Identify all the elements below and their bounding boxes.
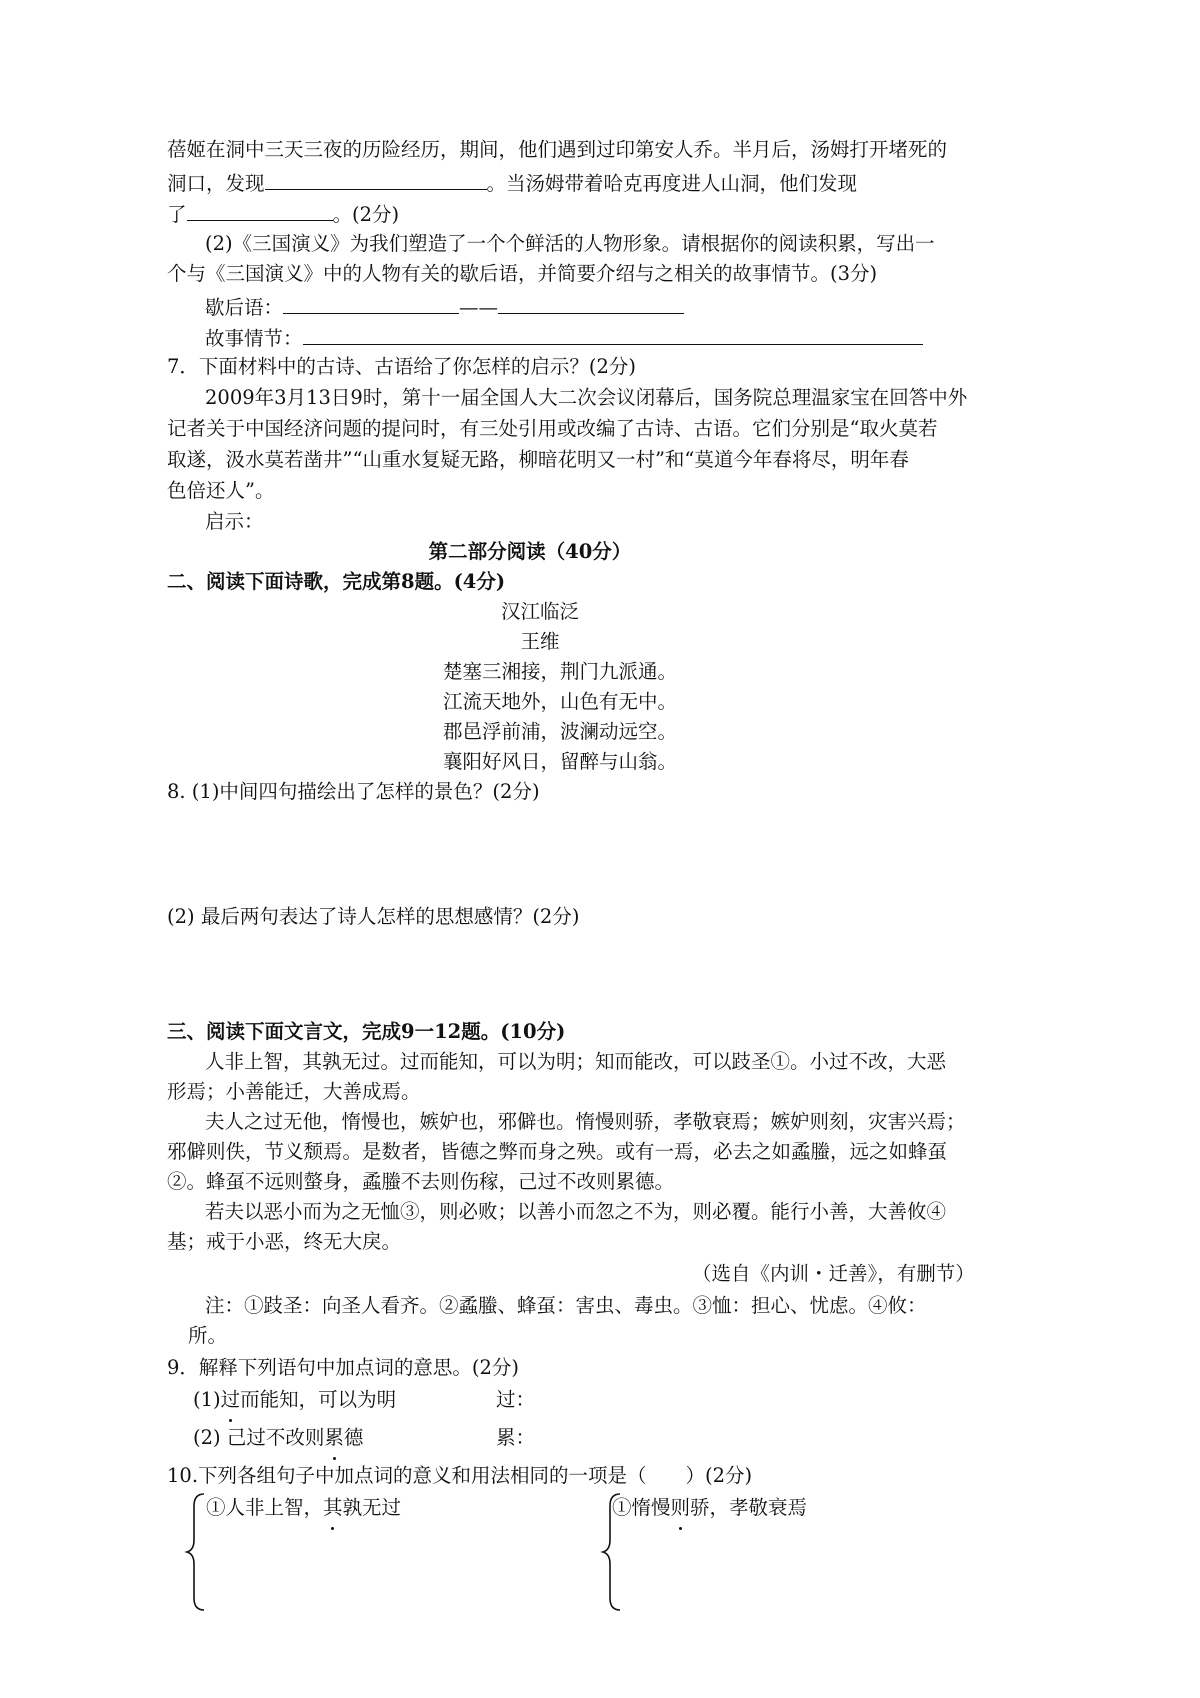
text-line: 夫人之过无他，惰慢也，嫉妒也，邪僻也。惰慢则骄，孝敬衰焉；嫉妒则刻，灾害兴焉； [205,1110,966,1133]
left-brace-icon [184,1492,208,1612]
text-line: ②。蜂虿不远则螫身，蟊螣不去则伤稼，己过不改则累德。 [167,1170,675,1193]
story-label: 故事情节： [205,327,303,350]
text-line [167,167,857,198]
text-line: 形焉；小善能迁，大善成焉。 [167,1080,421,1103]
dotted-word: 过 [221,1386,241,1414]
question-item [193,1386,396,1414]
poem-line: 襄阳好风日，留醉与山翁。 [443,750,678,773]
option-sentence [612,1494,807,1522]
xiehouyu-blank-1[interactable] [283,291,459,314]
xiehouyu-blank-2[interactable] [498,291,684,314]
answer-blank[interactable] [187,198,333,221]
poem-line: 郡邑浮前浦，波澜动远空。 [443,720,678,743]
dotted-word: 则 [671,1494,691,1522]
item-number: (1) [193,1388,221,1411]
xiehouyu-line [205,291,684,322]
source-citation: （选自《内训・迁善》，有删节） [692,1262,975,1285]
text-fragment: 。(2分) [332,203,400,226]
text-line: 蓓姬在洞中三天三夜的历险经历，期间，他们遇到过印第安人乔。半月后，汤姆打开堵死的 [167,138,948,161]
poem-line: 江流天地外，山色有无中。 [443,690,678,713]
answer-label: 过： [496,1388,536,1411]
question-title: 10.下列各组句子中加点词的意义和用法相同的一项是（ ）(2分) [167,1464,753,1487]
poem-title: 汉江临泛 [500,600,579,623]
text-fragment: 了 [167,203,187,226]
section-heading: 三、阅读下面文言文，完成9一12题。(10分) [167,1020,566,1043]
poem-line: 楚塞三湘接，荆门九派通。 [443,660,678,683]
question-title: 7．下面材料中的古诗、古语给了你怎样的启示？(2分) [167,355,637,378]
poem-author: 王维 [520,630,560,653]
answer-label: 累： [496,1426,536,1449]
item-text: (2) 己过不改则 [193,1426,325,1449]
question-text: (2) 最后两句表达了诗人怎样的思想感情？(2分) [167,905,580,928]
text-line: 2009年3月13日9时，第十一届全国人大二次会议闭幕后，国务院总理温家宝在回答中外 [205,386,968,409]
part-heading: 第二部分阅读（40分） [428,540,632,563]
story-line [205,322,923,353]
option-text: ①惰慢 [612,1496,671,1519]
question-title: 9．解释下列语句中加点词的意思。(2分) [167,1356,520,1379]
xiehouyu-label: 歇后语： [205,296,284,319]
text-fragment: 洞口，发现 [167,172,265,195]
text-line: 邪僻则佚，节义颓焉。是数者，皆德之弊而身之殃。或有一焉，必去之如蟊螣，远之如蜂虿 [167,1140,948,1163]
dash: —— [459,296,499,319]
question-text: (2)《三国演义》为我们塑造了一个个鲜活的人物形象。请根据你的阅读积累，写出一 [205,232,935,255]
note-line: 注：①跂圣：向圣人看齐。②蟊螣、蜂虿：害虫、毒虫。③恤：担心、忧虑。④攸： [205,1294,927,1317]
story-blank[interactable] [303,322,923,345]
text-line: 记者关于中国经济问题的提问时，有三处引用或改编了古诗、古语。它们分别是“取火莫若 [167,417,938,440]
dotted-word: 其 [323,1494,343,1522]
text-line: 基；戒于小恶，终无大戾。 [167,1230,402,1253]
text-line: 若夫以恶小而为之无恤③，则必败；以善小而忽之不为，则必覆。能行小善，大善攸④ [205,1200,947,1223]
note-line: 所。 [188,1324,228,1347]
option-text: 孰无过 [342,1496,402,1519]
option-sentence [206,1494,401,1522]
text-line: 色倍还人”。 [167,479,275,502]
answer-blank[interactable] [265,167,487,190]
answer-label: 启示： [205,510,264,533]
question-text: 个与《三国演义》中的人物有关的歇后语，并简要介绍与之相关的故事情节。(3分) [167,262,878,285]
dotted-word: 累 [324,1424,344,1452]
question-text: 8. (1)中间四句描绘出了怎样的景色？(2分) [167,780,540,803]
text-line: 人非上智，其孰无过。过而能知，可以为明；知而能改，可以跂圣①。小过不改，大恶 [205,1050,947,1073]
option-text: ①人非上智， [206,1496,324,1519]
item-text: 德 [343,1426,364,1449]
question-item [193,1424,363,1452]
section-heading: 二、阅读下面诗歌，完成第8题。(4分) [167,570,506,593]
text-line: 取遂，汲水莫若凿井”“山重水复疑无路，柳暗花明又一村”和“莫道今年春将尽，明年春 [167,448,909,471]
item-text: 而能知，可以为明 [240,1388,397,1411]
text-fragment: 。当汤姆带着哈克再度进人山洞，他们发现 [486,172,858,195]
text-line [167,198,399,229]
option-text: 骄，孝敬衰焉 [690,1496,808,1519]
